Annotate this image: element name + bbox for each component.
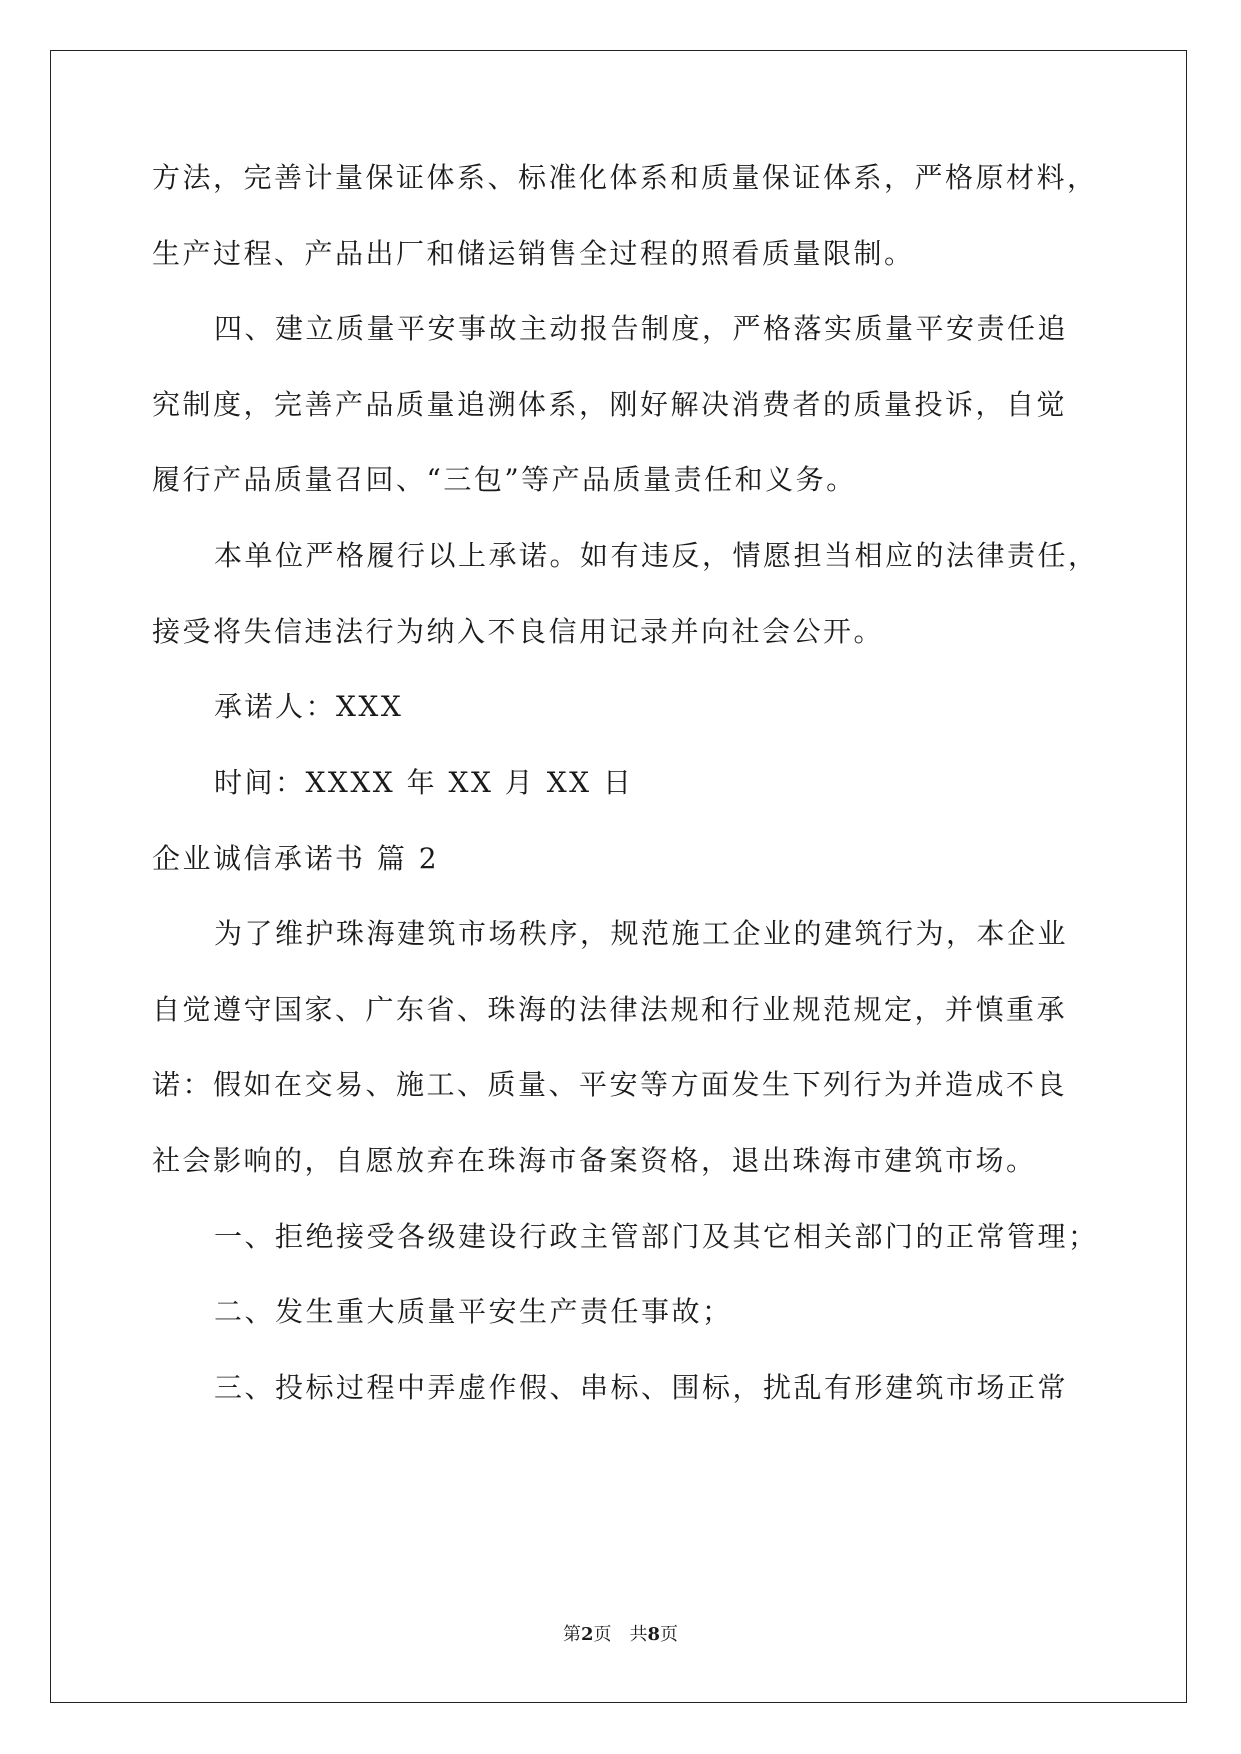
footer-prefix: 第 <box>562 1624 581 1645</box>
text-line-12: 自觉遵守国家、广东省、珠海的法律法规和行业规范规定，并慎重承 <box>152 993 1068 1026</box>
text-line-17: 三、投标过程中弄虚作假、串标、围标，扰乱有形建筑市场正常 <box>214 1371 1069 1404</box>
text-line-7: 接受将失信违法行为纳入不良信用记录并向社会公开。 <box>152 615 885 648</box>
text-line-1: 方法，完善计量保证体系、标准化体系和质量保证体系，严格原材料， <box>152 161 1098 194</box>
section-heading: 企业诚信承诺书 篇 2 <box>152 842 440 875</box>
text-line-13: 诺：假如在交易、施工、质量、平安等方面发生下列行为并造成不良 <box>152 1068 1068 1101</box>
signatory-line: 承诺人：XXX <box>214 690 404 723</box>
text-line-15: 一、拒绝接受各级建设行政主管部门及其它相关部门的正常管理； <box>214 1220 1099 1253</box>
text-line-5: 履行产品质量召回、“三包”等产品质量责任和义务。 <box>152 463 857 496</box>
page-footer <box>0 1624 1241 1646</box>
text-line-16: 二、发生重大质量平安生产责任事故； <box>214 1295 733 1328</box>
page-border <box>50 50 1187 1703</box>
footer-suffix: 页 <box>660 1624 679 1645</box>
text-line-14: 社会影响的，自愿放弃在珠海市备案资格，退出珠海市建筑市场。 <box>152 1144 1037 1177</box>
total-pages-number: 8 <box>647 1624 661 1645</box>
text-line-6: 本单位严格履行以上承诺。如有违反，情愿担当相应的法律责任， <box>214 539 1099 572</box>
text-line-11: 为了维护珠海建筑市场秩序，规范施工企业的建筑行为，本企业 <box>214 917 1069 950</box>
text-line-3: 四、建立质量平安事故主动报告制度，严格落实质量平安责任追 <box>214 312 1069 345</box>
date-line: 时间：XXXX 年 XX 月 XX 日 <box>214 766 634 799</box>
text-line-2: 生产过程、产品出厂和储运销售全过程的照看质量限制。 <box>152 237 915 270</box>
text-line-4: 究制度，完善产品质量追溯体系，刚好解决消费者的质量投诉，自觉 <box>152 388 1068 421</box>
current-page-number: 2 <box>580 1624 594 1645</box>
footer-middle: 页 共 <box>593 1624 648 1645</box>
